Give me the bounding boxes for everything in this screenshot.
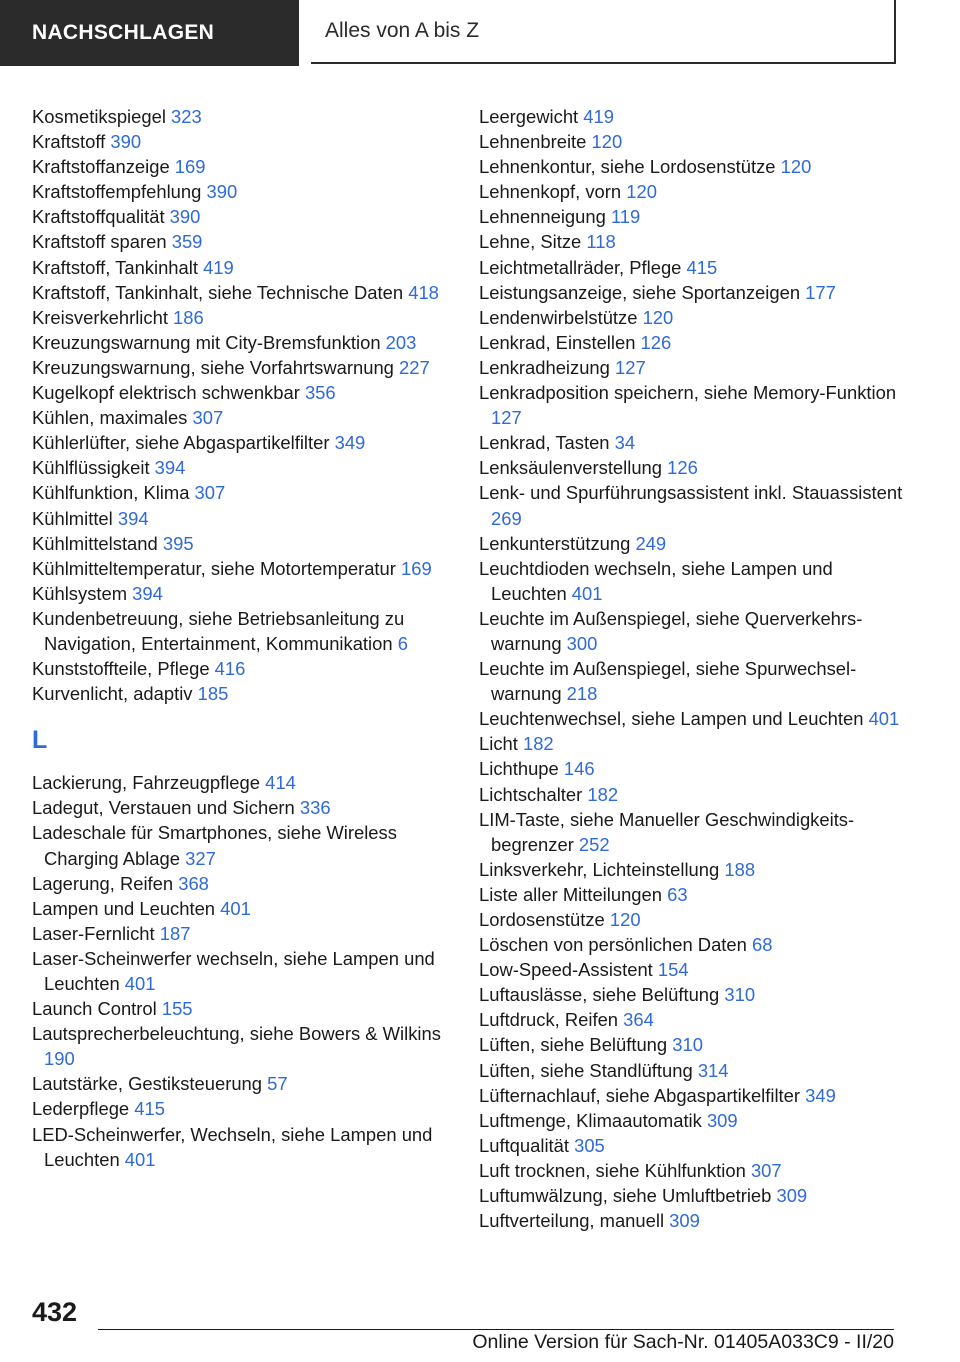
index-entry	[479, 982, 904, 1007]
page-reference-link[interactable]: 252	[578, 833, 610, 855]
page-reference-link[interactable]: 182	[522, 733, 554, 755]
page-reference-link[interactable]: 34	[614, 432, 636, 454]
page-reference-link[interactable]: 190	[44, 1048, 75, 1070]
index-entry	[479, 932, 904, 957]
index-entry	[32, 795, 442, 820]
entry-text: Kreisverkehrlicht	[32, 306, 174, 328]
page-reference-link[interactable]: 364	[623, 1009, 654, 1031]
page-reference-link[interactable]: 401	[571, 582, 603, 604]
index-entry	[479, 229, 904, 254]
index-entry	[479, 1007, 904, 1032]
index-entry	[479, 1032, 904, 1057]
entry-text: Kühlmittelstand	[32, 532, 163, 554]
entry-text: Licht	[479, 733, 523, 755]
page-reference-link[interactable]: 401	[124, 973, 156, 994]
index-entry	[32, 581, 442, 606]
entry-text: Kühlmitteltemperatur, siehe Motortemperatur	[32, 557, 401, 579]
page-reference-link[interactable]: 394	[117, 507, 149, 529]
index-entry	[479, 255, 904, 280]
page-reference-link[interactable]: 305	[574, 1134, 605, 1156]
page-reference-link[interactable]: 118	[586, 231, 616, 253]
index-entry	[32, 871, 442, 896]
entry-text: Kühlsystem	[32, 582, 133, 604]
page-reference-link[interactable]: 414	[265, 772, 296, 794]
index-entry	[32, 455, 442, 480]
page-reference-link[interactable]: 336	[299, 797, 331, 819]
index-entry	[479, 1058, 904, 1083]
index-entry	[479, 656, 904, 706]
index-entry	[32, 556, 442, 581]
section-tab	[0, 0, 299, 66]
page-reference-link[interactable]: 63	[667, 883, 688, 905]
page-reference-link[interactable]: 349	[334, 432, 366, 454]
entry-text: Linksverkehr, Lichteinstellung	[479, 858, 725, 880]
entry-text: Lenkrad, Einstellen	[479, 331, 641, 353]
entry-text: Lichtschalter	[479, 783, 588, 805]
page-reference-link[interactable]: 188	[724, 858, 756, 880]
page-reference-link[interactable]: 418	[408, 281, 439, 303]
entry-text: Kraftstoff	[32, 131, 111, 153]
index-entry	[479, 280, 904, 305]
page-reference-link[interactable]: 390	[110, 131, 142, 153]
index-letter-heading: L	[32, 726, 48, 755]
entry-text: Luft trocknen, siehe Kühlfunktion	[479, 1159, 751, 1181]
index-entry	[479, 857, 904, 882]
entry-text: Luftverteilung, manuell	[479, 1210, 670, 1232]
entry-text: Lampen und Leuchten	[32, 897, 221, 919]
index-entry	[479, 179, 904, 204]
entry-text: Kühlfunktion, Klima	[32, 482, 195, 504]
page-reference-link[interactable]: 120	[780, 156, 812, 178]
entry-text: Leergewicht	[479, 106, 584, 127]
index-entry	[479, 1183, 904, 1208]
entry-text: Lüften, siehe Belüftung	[479, 1034, 673, 1056]
entry-text: Lenkrad, Tasten	[479, 432, 615, 454]
index-entry	[32, 104, 442, 129]
entry-text: Kühlen, maximales	[32, 407, 193, 429]
entry-text: Lichthupe	[479, 758, 564, 780]
index-entry	[479, 455, 904, 480]
index-entry	[479, 380, 904, 430]
entry-text: Kundenbetreuung, siehe Betriebsanleitung zu Navigation, Entertainment, Kommunikation	[32, 607, 405, 654]
entry-text: Luftdruck, Reifen	[479, 1009, 624, 1031]
page-reference-link[interactable]: 310	[724, 984, 756, 1006]
index-entry	[32, 229, 442, 254]
index-entry	[32, 606, 442, 656]
entry-text: Luftmenge, Klimaautomatik	[479, 1109, 707, 1131]
index-entry	[32, 820, 442, 870]
page-reference-link[interactable]: 249	[635, 532, 667, 554]
page-reference-link[interactable]: 185	[197, 683, 229, 705]
page-reference-link[interactable]: 227	[399, 356, 430, 378]
page-reference-link[interactable]: 415	[686, 256, 718, 278]
page-reference-link[interactable]: 146	[563, 758, 595, 780]
page-reference-link[interactable]: 394	[132, 582, 163, 604]
index-entry	[479, 1208, 904, 1233]
entry-text: Kosmetikspiegel	[32, 106, 172, 127]
index-entry	[479, 1158, 904, 1183]
index-entry	[32, 255, 442, 280]
index-entry	[32, 154, 442, 179]
page-reference-link[interactable]: 314	[697, 1059, 729, 1081]
page-reference-link[interactable]: 127	[615, 356, 646, 378]
index-entry	[32, 330, 442, 355]
index-entry	[479, 355, 904, 380]
chapter-title-box	[311, 0, 896, 64]
entry-text: Lederpflege	[32, 1098, 135, 1120]
index-entry	[32, 430, 442, 455]
chapter-title: Alles von A bis Z	[325, 19, 480, 42]
entry-text: Lehnenkopf, vorn	[479, 181, 627, 203]
footer-text: Online Version für Sach-Nr. 01405A033C9 - II/20	[472, 1331, 894, 1353]
index-entry	[32, 1071, 442, 1096]
index-entry	[479, 556, 904, 606]
index-entry	[479, 154, 904, 179]
entry-text: Lenk- und Spurführungsassistent inkl. Stauassistent	[479, 482, 903, 504]
page-header	[0, 0, 960, 66]
page-reference-link[interactable]: 155	[161, 998, 193, 1020]
index-entry	[32, 355, 442, 380]
index-entry	[32, 770, 442, 795]
index-entry	[479, 330, 904, 355]
page-reference-link[interactable]: 119	[610, 206, 641, 228]
page-reference-link[interactable]: 416	[214, 658, 246, 680]
page-reference-link[interactable]: 120	[642, 306, 674, 328]
index-entry	[479, 706, 904, 731]
page-reference-link[interactable]: 415	[134, 1098, 165, 1120]
index-entry	[479, 1108, 904, 1133]
index-entry	[32, 179, 442, 204]
index-entry	[479, 606, 904, 656]
entry-text: Kurvenlicht, adaptiv	[32, 683, 198, 705]
index-entry	[479, 907, 904, 932]
entry-text: Leuchtenwechsel, siehe Lampen und Leuchten	[479, 708, 869, 730]
page-reference-link[interactable]: 307	[750, 1159, 782, 1181]
page-reference-link[interactable]: 309	[669, 1210, 700, 1232]
page-reference-link[interactable]: 368	[178, 872, 209, 894]
index-entry	[32, 681, 442, 706]
page-reference-link[interactable]: 359	[171, 231, 203, 253]
page-reference-link[interactable]: 309	[706, 1109, 738, 1131]
entry-text: Lehnenneigung	[479, 206, 611, 228]
index-column-left	[32, 104, 442, 1172]
page-reference-link[interactable]: 390	[169, 206, 201, 228]
index-entry	[32, 896, 442, 921]
index-entry	[32, 129, 442, 154]
index-entry	[32, 531, 442, 556]
entry-text: Kraftstoff, Tankinhalt	[32, 256, 204, 278]
entry-text: Leuchte im Außenspiegel, siehe Spurwechselwarnung	[479, 658, 857, 705]
entry-text: Kraftstoffqualität	[32, 206, 170, 228]
entry-text: Ladeschale für Smartphones, siehe Wireless Charging Ablage	[32, 822, 397, 869]
entry-text: Kunststoffteile, Pflege	[32, 658, 215, 680]
entry-text: Leuchtdioden wechseln, siehe Lampen und Leuchten	[479, 557, 833, 604]
entry-text: Luftauslässe, siehe Belüftung	[479, 984, 725, 1006]
entry-text: Lautstärke, Gestiksteuerung	[32, 1073, 268, 1095]
entry-text: Lenkradheizung	[479, 356, 615, 378]
footer-divider	[98, 1329, 894, 1330]
entry-text: Liste aller Mitteilungen	[479, 883, 668, 905]
index-entry	[479, 1133, 904, 1158]
page-reference-link[interactable]: 395	[162, 532, 194, 554]
entry-text: LED-Scheinwerfer, Wechseln, siehe Lampen und Leuchten	[32, 1123, 433, 1170]
entry-text: Lautsprecherbeleuchtung, siehe Bowers & Wilkins	[32, 1023, 441, 1045]
page-reference-link[interactable]: 307	[192, 407, 224, 429]
entry-text: Leichtmetallräder, Pflege	[479, 256, 687, 278]
page-reference-link[interactable]: 68	[751, 934, 773, 956]
page-reference-link[interactable]: 349	[805, 1084, 836, 1106]
entry-text: LIM-Taste, siehe Manueller Geschwindigkeitsbegrenzer	[479, 808, 855, 855]
entry-text: Kühlerlüfter, siehe Abgaspartikelfilter	[32, 432, 335, 454]
index-entry	[479, 104, 904, 129]
page-reference-link[interactable]: 419	[583, 106, 614, 127]
entry-text: Launch Control	[32, 998, 162, 1020]
entry-text: Löschen von persönlichen Daten	[479, 934, 752, 956]
index-entry	[479, 731, 904, 756]
entry-text: Lenkunterstützung	[479, 532, 636, 554]
page-reference-link[interactable]: 310	[672, 1034, 703, 1056]
index-entry	[32, 946, 442, 996]
page-reference-link[interactable]: 419	[203, 256, 234, 278]
page-reference-link[interactable]: 186	[173, 306, 204, 328]
index-entry	[32, 1096, 442, 1121]
entry-text: Lendenwirbelstütze	[479, 306, 643, 328]
index-column-right	[479, 104, 904, 1233]
page-reference-link[interactable]: 323	[171, 106, 202, 127]
index-entry	[32, 656, 442, 681]
section-label: NACHSCHLAGEN	[32, 21, 215, 44]
page-reference-link[interactable]: 169	[174, 156, 206, 178]
index-entry	[479, 882, 904, 907]
page-reference-link[interactable]: 126	[667, 457, 698, 479]
page-reference-link[interactable]: 309	[776, 1185, 808, 1207]
index-entry	[479, 430, 904, 455]
page-reference-link[interactable]: 356	[304, 382, 336, 404]
index-entry	[32, 506, 442, 531]
entry-text: Lehnenkontur, siehe Lordosenstütze	[479, 156, 781, 178]
index-entry	[479, 756, 904, 781]
index-entry	[479, 129, 904, 154]
index-entry	[32, 380, 442, 405]
entry-text: Low-Speed-Assistent	[479, 959, 658, 981]
page-reference-link[interactable]: 300	[566, 632, 598, 654]
entry-text: Lüfternachlauf, siehe Abgaspartikelfilter	[479, 1084, 806, 1106]
entry-text: Leuchte im Außenspiegel, siehe Querverkehrswarnung	[479, 607, 863, 654]
index-entry	[32, 1122, 442, 1172]
page-reference-link[interactable]: 126	[640, 331, 672, 353]
entry-text: Lehne, Sitze	[479, 231, 587, 253]
index-entry	[32, 305, 442, 330]
entry-text: Kreuzungswarnung mit City-Bremsfunktion	[32, 331, 386, 353]
page-reference-link[interactable]: 154	[657, 959, 689, 981]
page-number: 432	[32, 1297, 78, 1327]
index-entry	[32, 204, 442, 229]
entry-text: Kraftstoff sparen	[32, 231, 172, 253]
entry-text: Lenkradposition speichern, siehe Memory-Funktion	[479, 382, 897, 404]
index-entry	[479, 782, 904, 807]
entry-text: Kühlflüssigkeit	[32, 457, 155, 479]
entry-text: Lordosenstütze	[479, 909, 610, 930]
index-entry	[479, 807, 904, 857]
page-reference-link[interactable]: 269	[491, 507, 522, 529]
entry-text: Lackierung, Fahrzeugpflege	[32, 772, 266, 794]
entry-text: Kraftstoff, Tankinhalt, siehe Technische Daten	[32, 281, 409, 303]
index-entry	[479, 480, 904, 530]
entry-text: Ladegut, Verstauen und Sichern	[32, 797, 300, 819]
index-entry	[32, 405, 442, 430]
page-reference-link[interactable]: 401	[124, 1148, 156, 1170]
entry-text: Laser-Fernlicht	[32, 922, 160, 944]
entry-text: Kugelkopf elektrisch schwenkbar	[32, 382, 305, 404]
index-entry	[479, 305, 904, 330]
page-reference-link[interactable]: 57	[267, 1073, 288, 1095]
entry-text: Kraftstoffanzeige	[32, 156, 175, 178]
index-entry	[32, 1021, 442, 1071]
page-reference-link[interactable]: 177	[805, 281, 836, 303]
page-reference-link[interactable]: 394	[154, 457, 186, 479]
page-reference-link[interactable]: 6	[397, 632, 408, 654]
index-entry	[479, 531, 904, 556]
page-reference-link[interactable]: 203	[385, 331, 417, 353]
page-reference-link[interactable]: 187	[159, 922, 191, 944]
page-reference-link[interactable]: 182	[587, 783, 619, 805]
entry-text: Lehnenbreite	[479, 131, 592, 153]
index-entry	[32, 480, 442, 505]
page-reference-link[interactable]: 327	[185, 847, 216, 869]
entry-text: Lüften, siehe Standlüftung	[479, 1059, 698, 1081]
page-reference-link[interactable]: 120	[591, 131, 623, 153]
index-entry	[479, 957, 904, 982]
page-reference-link[interactable]: 401	[868, 708, 900, 730]
entry-text: Lenksäulenverstellung	[479, 457, 668, 479]
page-reference-link[interactable]: 307	[194, 482, 226, 504]
entry-text: Leistungsanzeige, siehe Sportanzeigen	[479, 281, 806, 303]
entry-text: Kreuzungswarnung, siehe Vorfahrtswarnung	[32, 356, 400, 378]
page-reference-link[interactable]: 120	[626, 181, 657, 203]
index-entry	[32, 280, 442, 305]
index-entry	[479, 1083, 904, 1108]
entry-text: Luftqualität	[479, 1134, 575, 1156]
page-reference-link[interactable]: 169	[401, 557, 432, 579]
page-reference-link[interactable]: 218	[566, 683, 598, 705]
entry-text: Laser-Scheinwerfer wechseln, siehe Lampen und Leuchten	[32, 947, 435, 994]
index-entry	[479, 204, 904, 229]
index-entry	[32, 921, 442, 946]
entry-text: Lagerung, Reifen	[32, 872, 179, 894]
index-entry	[32, 996, 442, 1021]
entry-text: Kühlmittel	[32, 507, 118, 529]
page-reference-link[interactable]: 127	[491, 407, 522, 429]
page-reference-link[interactable]: 390	[206, 181, 238, 203]
entry-text: Luftumwälzung, siehe Umluftbetrieb	[479, 1185, 777, 1207]
page-reference-link[interactable]: 401	[220, 897, 251, 919]
page-reference-link[interactable]: 120	[609, 909, 641, 930]
entry-text: Kraftstoffempfehlung	[32, 181, 207, 203]
